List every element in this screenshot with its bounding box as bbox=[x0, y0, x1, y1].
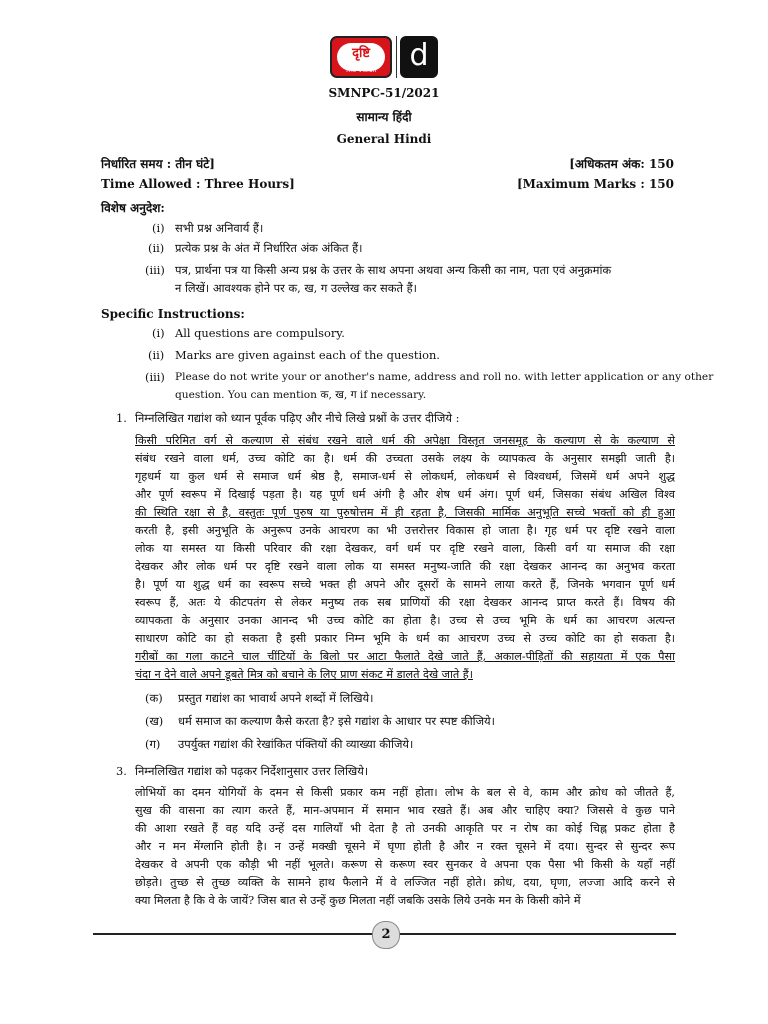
en-instruction-text: Please do not write your or another's name, address and roll no. with letter application or any other bbox=[175, 371, 714, 383]
en-instruction-text: Marks are given against each of the question. bbox=[175, 348, 440, 362]
passage-line: किसी परिमित वर्ग से कल्याण से संबंध रखने वाले धर्म की अपेक्षा विस्तृत जनसमूह के कल्याण से के कल्याण से bbox=[135, 434, 675, 447]
passage-line: करती है, इसी अनुभूति के अनुरूप उनके आचरण का भी उत्तरोत्तर विकास हो जाता है। गृह धर्म पर दृष्टि रखने वाला bbox=[135, 524, 675, 537]
hi-instruction-text: प्रत्येक प्रश्न के अंत में निर्धारित अंक अंकित हैं। bbox=[175, 241, 363, 255]
hi-instruction-text: पत्र, प्रार्थना पत्र या किसी अन्य प्रश्न के उत्तर के साथ अपना अथवा अन्य किसी का नाम, पता एवं अनुक्रमांक bbox=[175, 263, 612, 277]
sub-question-num: (क) bbox=[145, 691, 163, 705]
en-instruction-num: (ii) bbox=[148, 348, 165, 362]
passage-line: गृहधर्म या कुल धर्म से समाज धर्म श्रेष्ठ है, समाज-धर्म से लोकधर्म, लोकधर्म से विश्वधर्म, जिसमें धर्म अपने शुद्ध bbox=[135, 470, 675, 483]
passage-line: की स्थिति रक्षा से है, वस्तुतः पूर्ण पुरुष या पुरुषोत्तम में ही रहता है, जिसकी मार्मिक अनुभूति सच्चे भक्तों को ही हुआ bbox=[135, 506, 675, 519]
sub-question-text: धर्म समाज का कल्याण कैसे करता है? इसे गद्यांश के आधार पर स्पष्ट कीजिये। bbox=[178, 714, 495, 728]
question-number: 3. bbox=[116, 764, 127, 778]
passage-line: और न मन मेंग्लानि होती है। न उन्हें मक्खी चूसने में घृणा होती है और न रक्त चूसने में दया। सुन्दर से सुन्दर रूप bbox=[135, 840, 675, 853]
question-prompt: निम्नलिखित गद्यांश को पढ़कर निर्देशानुसार उत्तर लिखिये। bbox=[135, 764, 369, 778]
passage-line: और पूर्ण स्वरूप में दिखाई पड़ता है। यह पूर्ण धर्म अंगी है और शेष धर्म अंग। पूर्ण धर्म, जिसका संबंध अखिल विश्व bbox=[135, 488, 675, 501]
subject-hindi: सामान्य हिंदी bbox=[356, 110, 412, 124]
passage-line: संबंध रखने वाला धर्म, उच्च कोटि का है। धर्म की उच्चता उसके लक्ष्य के व्यापकत्व के अनुसार समझी जाती है। bbox=[135, 452, 675, 465]
hi-instruction-num: (i) bbox=[152, 221, 165, 235]
drishti-logo bbox=[330, 36, 438, 80]
hi-instruction-num: (iii) bbox=[145, 263, 165, 277]
en-instruction-text: All questions are compulsory. bbox=[175, 326, 345, 340]
passage-line: की आशा रखते हैं वह यदि उन्हें दस गालियाँ भी देता है तो उनकी आकृति पर न रोष का कोई चिह्न प्रकट होता है bbox=[135, 822, 675, 835]
logo-brand-text: दृष्टि bbox=[337, 43, 385, 71]
hi-instruction-num: (ii) bbox=[148, 241, 165, 255]
drishti-logo-badge bbox=[330, 36, 392, 78]
hi-instruction-text-cont: न लिखें। आवश्यक होने पर क, ख, ग उल्लेख कर सकते हैं। bbox=[175, 281, 417, 295]
logo-divider bbox=[396, 36, 397, 78]
logo-tagline: The Vision bbox=[345, 67, 377, 74]
max-marks-hindi: [अधिकतम अंक: 150 bbox=[569, 157, 674, 171]
passage-line: सुख की वासना का त्याग करते हैं, मान-अपमान में समान भाव रखते हैं। अब और चाहिए क्या? जिससे वे कुछ पाने bbox=[135, 804, 675, 817]
logo-d-letter: d bbox=[409, 38, 429, 73]
logo-d-mark bbox=[400, 36, 438, 78]
sub-question-text: उपर्युक्त गद्यांश की रेखांकित पंक्तियों की व्याख्या कीजिये। bbox=[178, 737, 414, 751]
subject-english: General Hindi bbox=[336, 132, 432, 146]
en-instruction-num: (iii) bbox=[145, 370, 165, 384]
passage-line: साधारण कोटि का हो सकता है इसी प्रकार निम्न भूमि के धर्म का आचरण उच्च से उच्च कोटि का हो सकता है। bbox=[135, 632, 675, 645]
question-prompt: निम्नलिखित गद्यांश को ध्यान पूर्वक पढ़िए और नीचे लिखे प्रश्नों के उत्तर दीजिये : bbox=[135, 411, 460, 425]
sub-question-num: (ख) bbox=[145, 714, 164, 728]
passage-line: देखकर वे अपनी एक कौड़ी भी नहीं भूलते। करूण से करूण स्वर सुनकर वे अपना एक पैसा भी किसी के यहाँ नहीं bbox=[135, 858, 675, 871]
passage-line: क्या मिलता है कि वे के जायें? जिस बात से उन्हें कुछ मिलता नहीं जबकि उसके लिये उनके मन के किसी कोने में bbox=[135, 894, 581, 907]
page-number: 2 bbox=[372, 921, 400, 949]
en-instruction-text-cont: question. You can mention क, ख, ग if necessary. bbox=[175, 389, 427, 401]
passage-line: गरीबों का गला काटने चाल चींटियों के बिलो पर आटा फैलाते देखे जाते हैं, अकाल-पीड़ितों की सहायता में एक पैसा bbox=[135, 650, 675, 663]
passage-line: लोक या समस्त या किसी परिवार की रक्षा देखकर, वर्ग धर्म पर दृष्टि रखने वाला, किसी वर्ग या समाज की रक्षा bbox=[135, 542, 675, 555]
max-marks-english: [Maximum Marks : 150 bbox=[516, 177, 674, 191]
passage-line: छोड़ते। तुच्छ से तुच्छ व्यक्ति के सामने हाथ फैलाने में वे लज्जित नहीं होते। क्रोध, दया, घृणा, लज्जा आदि करने से bbox=[135, 876, 675, 889]
time-allowed-hindi: निर्धारित समय : तीन घंटे] bbox=[101, 157, 215, 171]
time-allowed-english: Time Allowed : Three Hours] bbox=[101, 177, 295, 191]
en-instruction-num: (i) bbox=[152, 326, 165, 340]
special-instructions-hindi-title: विशेष अनुदेश: bbox=[101, 201, 165, 215]
specific-instructions-title: Specific Instructions: bbox=[101, 307, 245, 321]
passage-line: देखकर और लोक धर्म पर दृष्टि रखने वाला लोक या समस्त मनुष्य-जाति की रक्षा देखकर आनन्द का अनुभव करता bbox=[135, 560, 675, 573]
sub-question-num: (ग) bbox=[145, 737, 161, 751]
hi-instruction-text: सभी प्रश्न अनिवार्य हैं। bbox=[175, 221, 264, 235]
question-number: 1. bbox=[116, 411, 127, 425]
passage-line: व्यापकता के अनुसार उनका आनन्द भी उच्च कोटि का होता है। उच्च से उच्च भूमि के धर्म का आचरण अत्यन्त bbox=[135, 614, 675, 627]
passage-line: स्वरूप हैं, अतः ये कीटपतंग से लेकर मनुष्य तक सब प्राणियों की रक्षा देखकर आनन्द प्राप्त करते हैं। विषय की bbox=[135, 596, 675, 609]
passage-line: है। पूर्ण या शुद्ध धर्म का स्वरूप सच्चे भक्त ही अपने और दूसरों के सामने लाया करते हैं, जिनके भगवान पूर्ण धर्म bbox=[135, 578, 675, 591]
sub-question-text: प्रस्तुत गद्यांश का भावार्थ अपने शब्दों में लिखिये। bbox=[178, 691, 374, 705]
passage-line: चंदा न देने वाले अपने डूबते मित्र को बचाने के लिए प्राण संकट में डालते देखे जाते हैं। bbox=[135, 668, 473, 681]
passage-line: लोभियों का दमन योगियों के दमन से किसी प्रकार कम नहीं होता। लोभ के बल से वे, काम और क्रोध को जीतते हैं, bbox=[135, 786, 675, 799]
paper-code: SMNPC-51/2021 bbox=[328, 86, 440, 100]
